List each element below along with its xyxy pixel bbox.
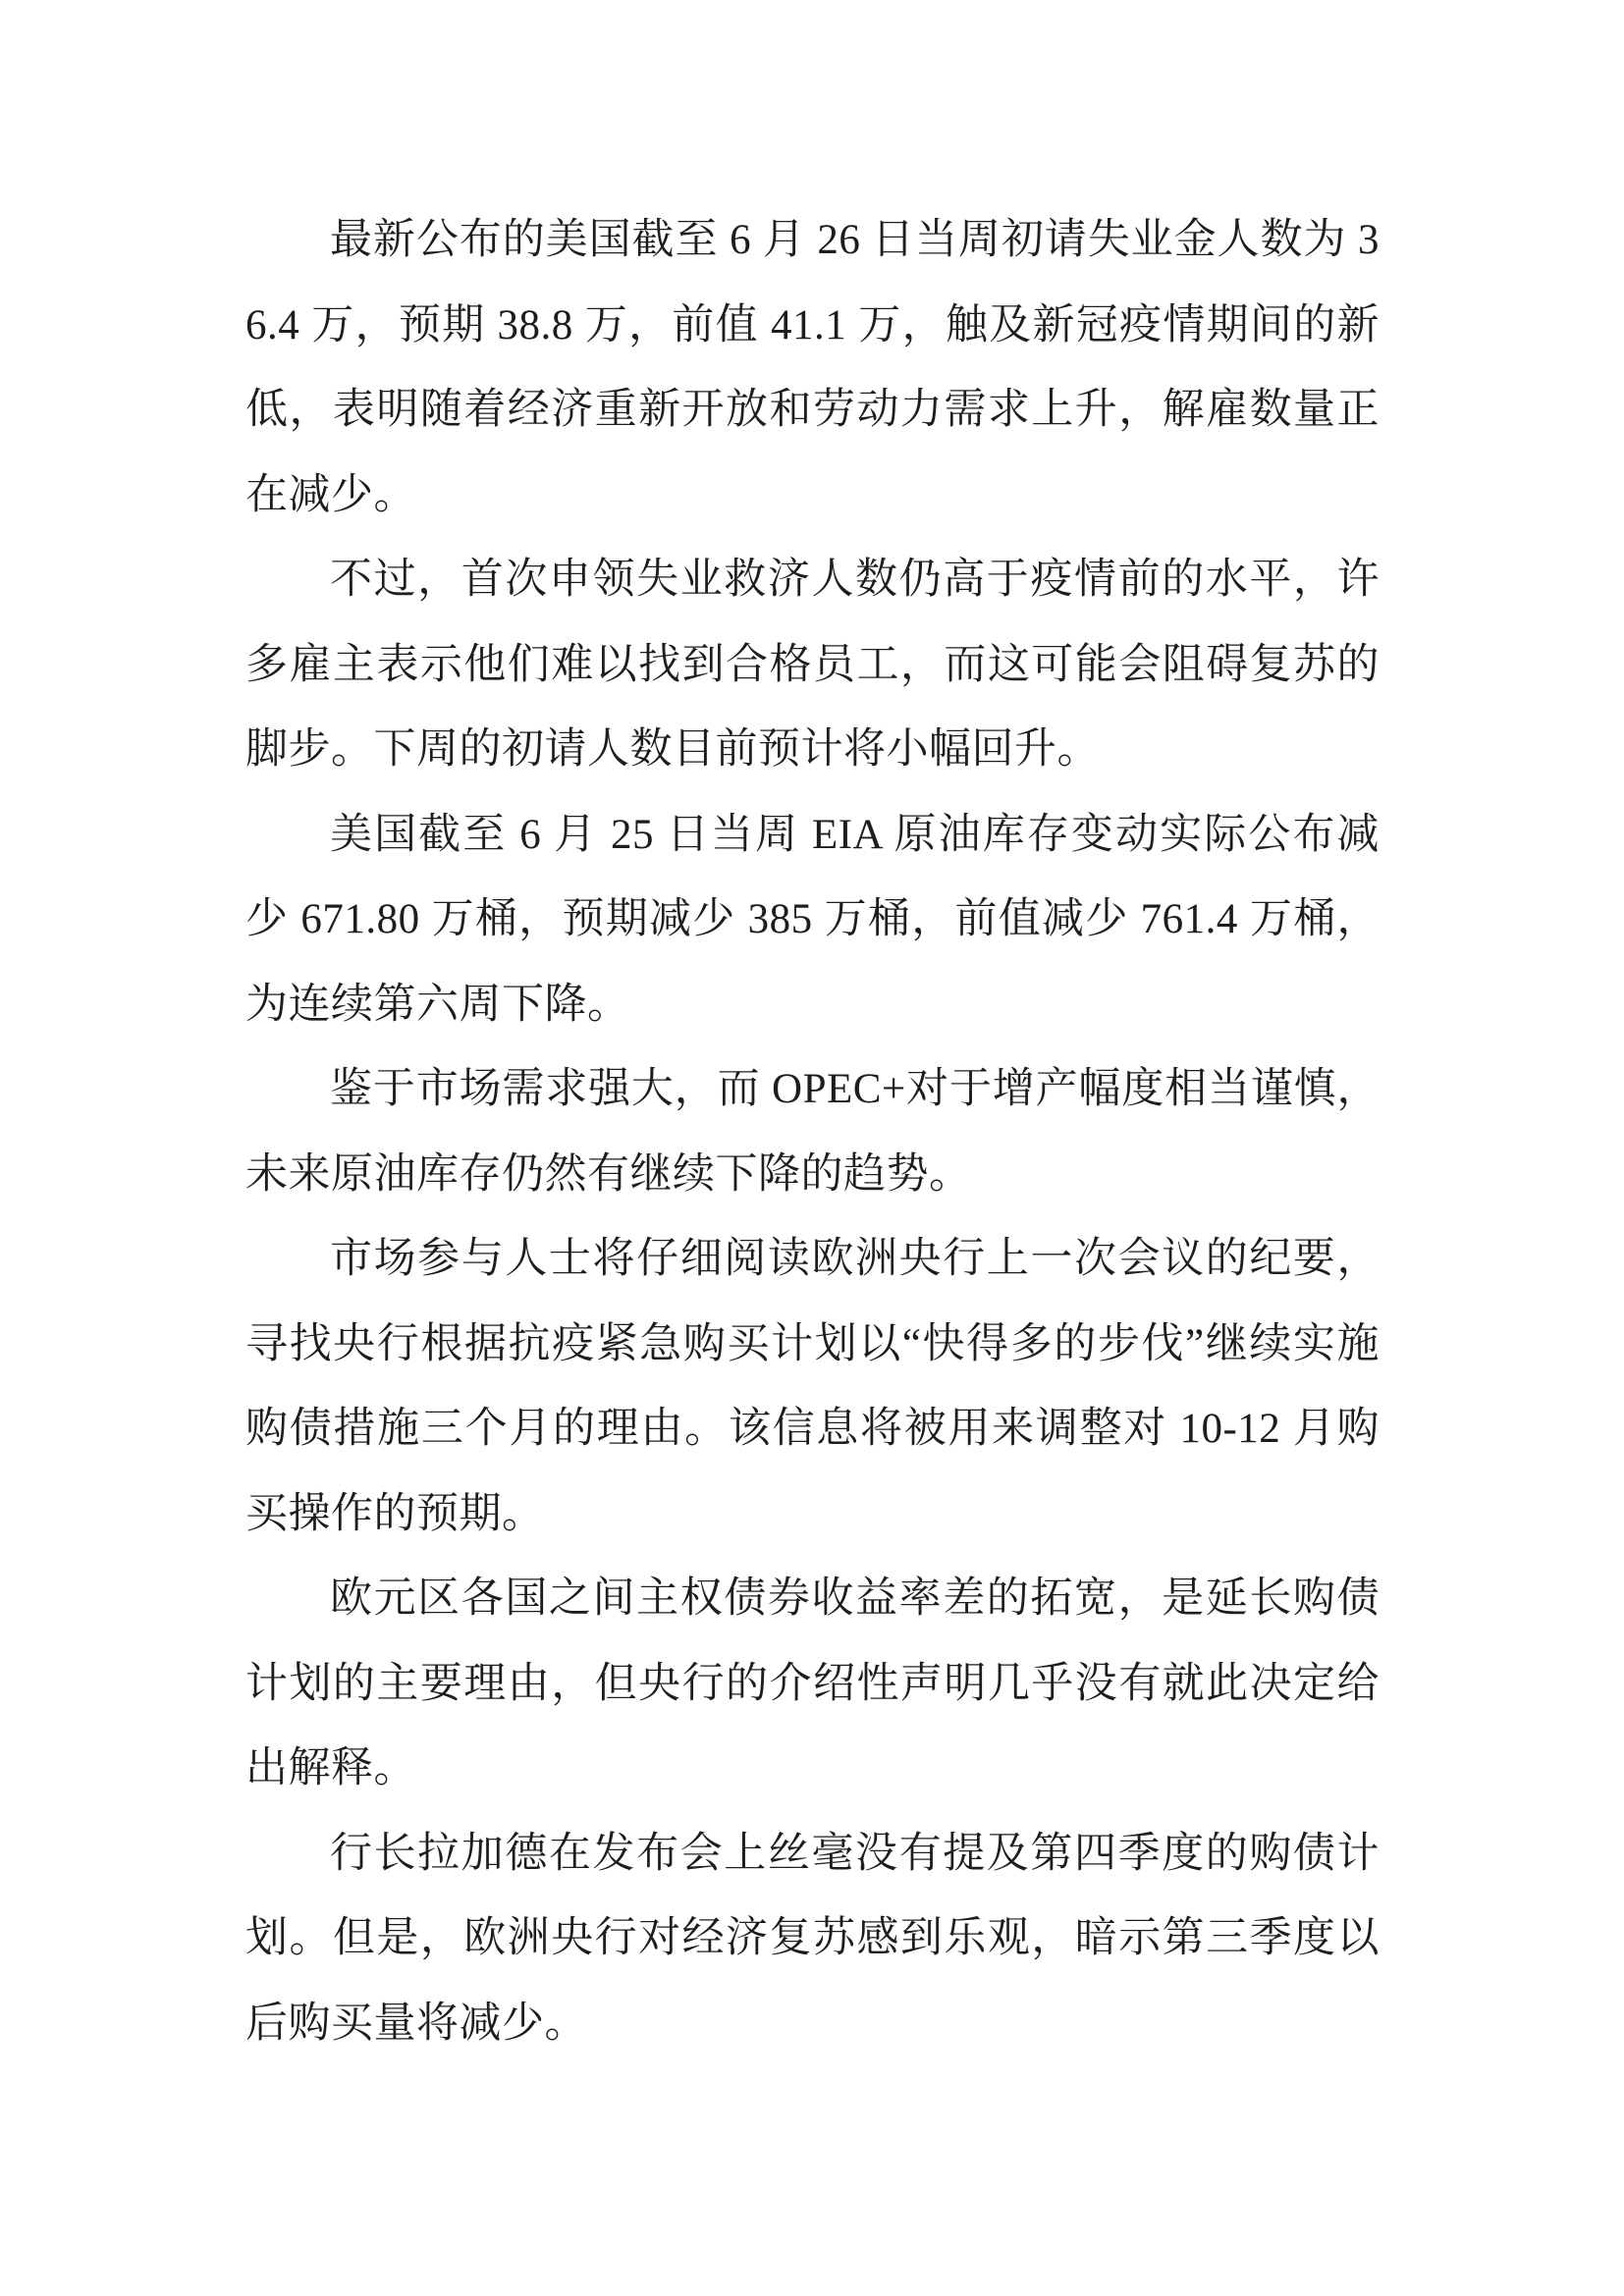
article-body bbox=[245, 198, 1380, 2066]
paragraph: 不过，首次申领失业救济人数仍高于疫情前的水平，许多雇主表示他们难以找到合格员工，而这可能会阻碍复苏的脚步。下周的初请人数目前预计将小幅回升。 bbox=[245, 557, 1380, 773]
paragraph: 鉴于市场需求强大，而 OPEC+对于增产幅度相当谨慎，未来原油库存仍然有继续下降的趋势。 bbox=[245, 1066, 1380, 1198]
paragraph: 欧元区各国之间主权债券收益率差的拓宽，是延长购债计划的主要理由，但央行的介绍性声明几乎没有就此决定给出解释。 bbox=[245, 1575, 1380, 1791]
paragraph: 美国截至 6 月 25 日当周 EIA 原油库存变动实际公布减少 671.80 万桶，预期减少 385 万桶，前值减少 761.4 万桶，为连续第六周下降。 bbox=[245, 811, 1380, 1028]
paragraph: 市场参与人士将仔细阅读欧洲央行上一次会议的纪要，寻找央行根据抗疫紧急购买计划以“快得多的步伐”继续实施购债措施三个月的理由。该信息将被用来调整对 10-12 月购买操作的预期。 bbox=[245, 1236, 1380, 1537]
paragraph: 最新公布的美国截至 6 月 26 日当周初请失业金人数为 36.4 万，预期 38.8 万，前值 41.1 万，触及新冠疫情期间的新低，表明随着经济重新开放和劳动力需求上升，解雇数量正在减少。 bbox=[245, 217, 1380, 518]
paragraph: 行长拉加德在发布会上丝毫没有提及第四季度的购债计划。但是，欧洲央行对经济复苏感到乐观，暗示第三季度以后购买量将减少。 bbox=[245, 1830, 1380, 2047]
